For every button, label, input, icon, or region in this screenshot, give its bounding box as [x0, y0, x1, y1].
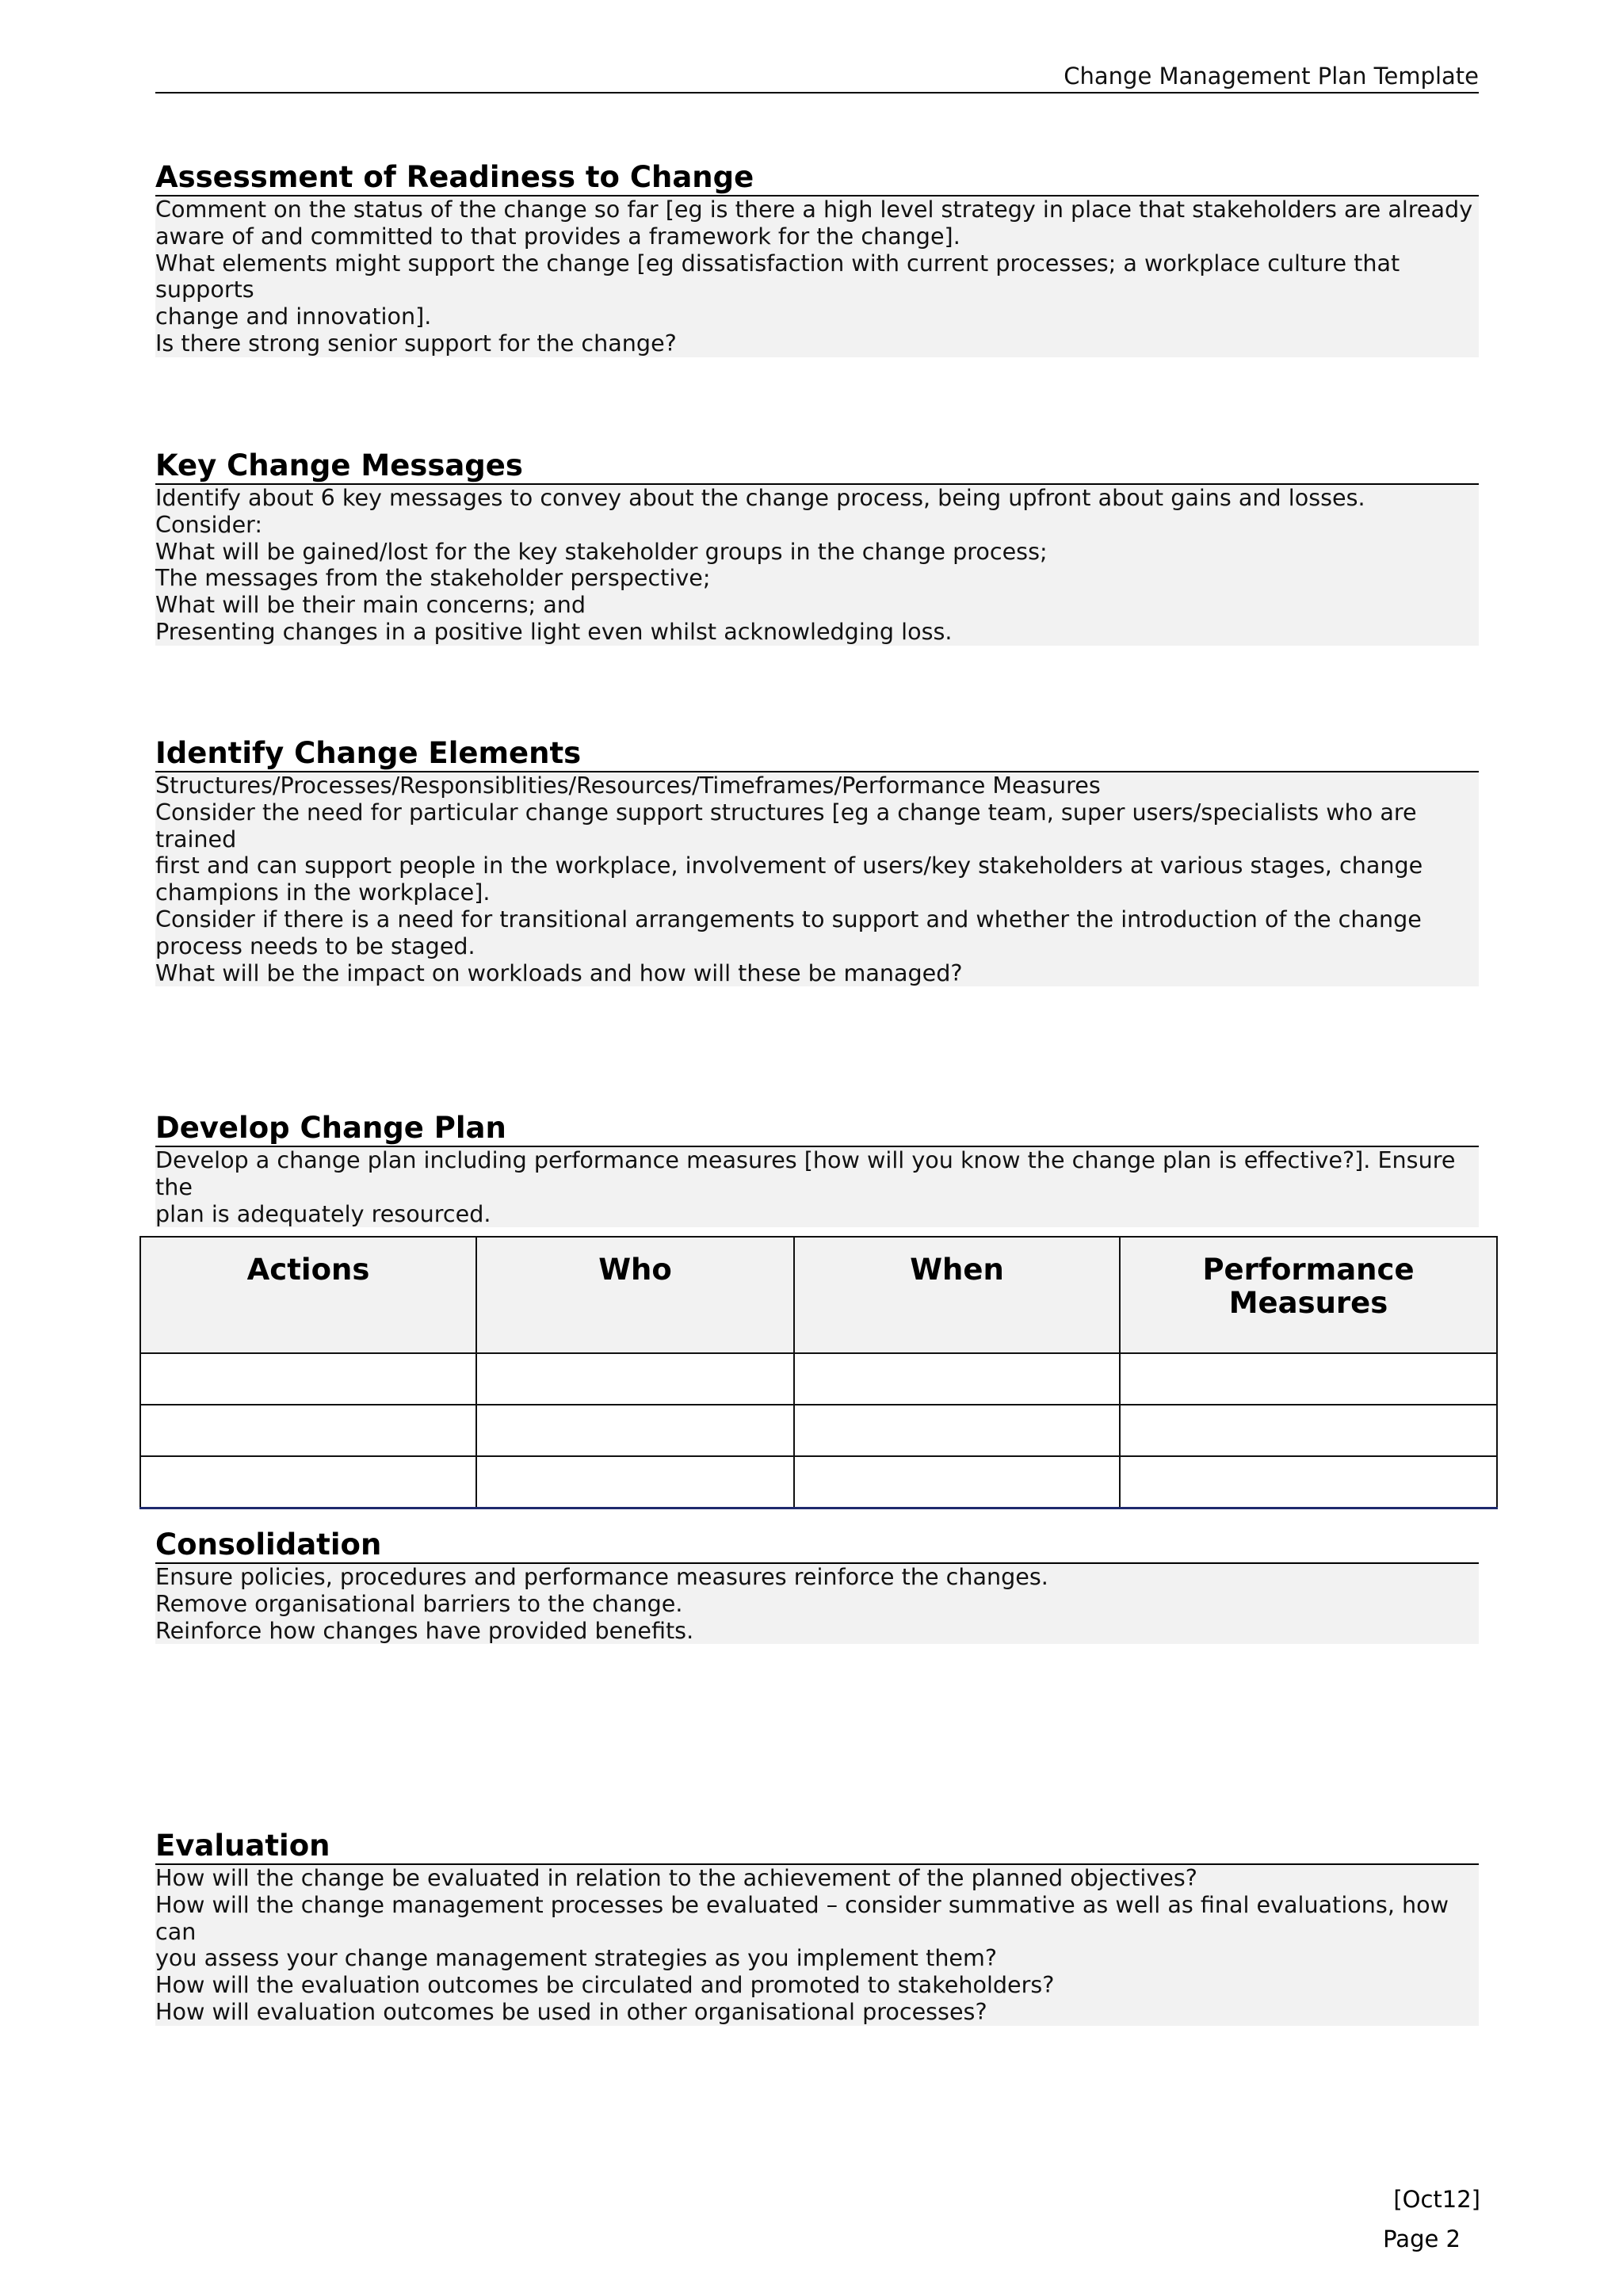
- body-line: aware of and committed to that provides a framework for the change].: [155, 222, 960, 250]
- body-line: Identify about 6 key messages to convey about the change process, being upfront about gains and losses. Consider:: [155, 484, 1365, 538]
- section-body: [155, 485, 1479, 646]
- table-row: [140, 1405, 1497, 1456]
- section-body: [155, 1865, 1479, 2026]
- body-line: What will be their main concerns; and: [155, 591, 586, 619]
- table-cell[interactable]: [140, 1405, 476, 1456]
- body-line: first and can support people in the workplace, involvement of users/key stakeholders at various stages, change: [155, 852, 1423, 879]
- table-cell[interactable]: [794, 1456, 1120, 1508]
- body-line: Presenting changes in a positive light even whilst acknowledging loss.: [155, 617, 953, 645]
- page-number: Page 2: [1383, 2225, 1461, 2252]
- body-line: How will the evaluation outcomes be circulated and promoted to stakeholders?: [155, 1971, 1055, 1999]
- body-line: Remove organisational barriers to the change.: [155, 1589, 683, 1617]
- table-header-row: [140, 1237, 1497, 1353]
- body-line: Reinforce how changes have provided benefits.: [155, 1616, 694, 1644]
- column-header-actions: Actions: [140, 1237, 476, 1353]
- body-line: Ensure policies, procedures and performance measures reinforce the changes.: [155, 1563, 1048, 1590]
- section-evaluation: [155, 1829, 1479, 2026]
- body-line: Comment on the status of the change so far [eg is there a high level strategy in place that stakeholders are already: [155, 196, 1473, 223]
- section-body: [155, 772, 1479, 986]
- column-header-when: When: [794, 1237, 1120, 1353]
- body-line: How will evaluation outcomes be used in other organisational processes?: [155, 1997, 987, 2025]
- body-line: process needs to be staged.: [155, 932, 475, 959]
- table-cell[interactable]: [1120, 1353, 1497, 1405]
- section-body: [155, 1564, 1479, 1644]
- body-line: How will the change management processes be evaluated – consider summative as well as final evaluations, how can: [155, 1890, 1449, 1945]
- table-cell[interactable]: [140, 1456, 476, 1508]
- section-title: Evaluation: [155, 1829, 1479, 1865]
- body-line: What will be the impact on workloads and how will these be managed?: [155, 959, 963, 986]
- section-title: Consolidation: [155, 1527, 1479, 1564]
- body-line: What will be gained/lost for the key stakeholder groups in the change process;: [155, 537, 1048, 565]
- body-line: you assess your change management strategies as you implement them?: [155, 1944, 998, 1972]
- section-consolidation: [155, 1527, 1479, 1644]
- body-line: Consider the need for particular change support structures [eg a change team, super users/specialists who are trained: [155, 798, 1417, 852]
- table-cell[interactable]: [1120, 1456, 1497, 1508]
- body-line: What elements might support the change [eg dissatisfaction with current processes; a workplace culture that supports: [155, 249, 1400, 303]
- table-cell[interactable]: [476, 1456, 794, 1508]
- section-readiness: [155, 160, 1479, 357]
- body-line: plan is adequately resourced.: [155, 1199, 491, 1227]
- change-plan-table: [139, 1236, 1498, 1509]
- section-title: Develop Change Plan: [155, 1111, 1479, 1147]
- body-line: How will the change be evaluated in relation to the achievement of the planned objectives?: [155, 1864, 1197, 1891]
- footer-date: [Oct12]: [1393, 2186, 1480, 2213]
- body-line: change and innovation].: [155, 303, 432, 330]
- table-row: [140, 1353, 1497, 1405]
- section-key-messages: [155, 448, 1479, 646]
- section-change-elements: [155, 736, 1479, 986]
- section-body: [155, 196, 1479, 357]
- table-cell[interactable]: [476, 1405, 794, 1456]
- section-title: Identify Change Elements: [155, 736, 1479, 772]
- body-line: Consider if there is a need for transitional arrangements to support and whether the introduction of the change: [155, 905, 1422, 933]
- column-header-performance-measures: Performance Measures: [1120, 1237, 1497, 1353]
- section-title: Assessment of Readiness to Change: [155, 160, 1479, 196]
- section-title: Key Change Messages: [155, 448, 1479, 485]
- column-header-who: Who: [476, 1237, 794, 1353]
- table-cell[interactable]: [140, 1353, 476, 1405]
- section-body: [155, 1147, 1479, 1227]
- section-change-plan: [155, 1111, 1479, 1227]
- header-title: Change Management Plan Template: [1064, 63, 1479, 90]
- body-line: Is there strong senior support for the change?: [155, 329, 677, 357]
- table-cell[interactable]: [1120, 1405, 1497, 1456]
- table-cell[interactable]: [794, 1353, 1120, 1405]
- table-cell[interactable]: [794, 1405, 1120, 1456]
- body-line: Develop a change plan including performance measures [how will you know the change plan is effective?]. Ensure the: [155, 1146, 1456, 1200]
- table-row: [140, 1456, 1497, 1508]
- body-line: Structures/Processes/Responsiblities/Resources/Timeframes/Performance Measures: [155, 772, 1101, 799]
- page-header: [155, 60, 1479, 93]
- body-line: champions in the workplace].: [155, 879, 491, 906]
- body-line: The messages from the stakeholder perspective;: [155, 564, 711, 592]
- table-cell[interactable]: [476, 1353, 794, 1405]
